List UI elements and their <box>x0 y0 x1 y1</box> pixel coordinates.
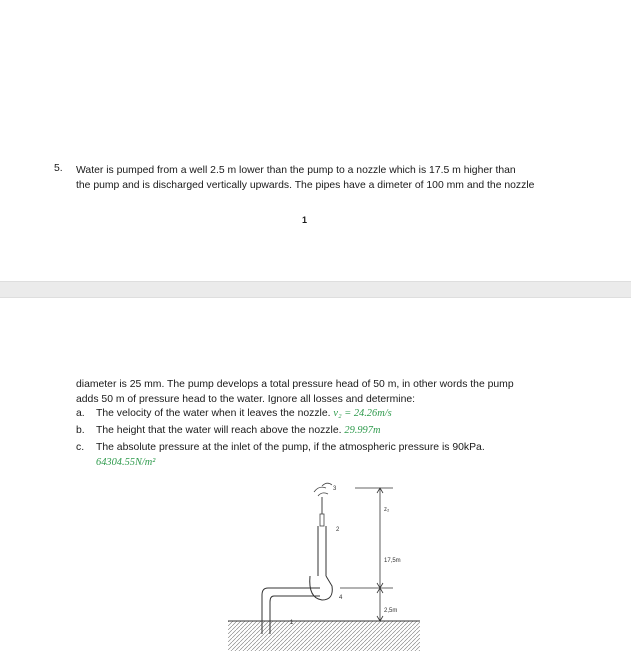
item-c-answer: 64304.55N/m² <box>96 457 156 468</box>
question-text-line-4: adds 50 m of pressure head to the water. Ignore all losses and determine: <box>76 394 416 405</box>
document-page-top <box>0 0 631 281</box>
page-number: 1 <box>302 215 308 225</box>
question-text-line-1: Water is pumped from a well 2.5 m lower than the pump to a nozzle which is 17.5 m higher than <box>76 165 516 176</box>
point-3-label: 3 <box>333 486 337 492</box>
page-separator <box>0 281 631 298</box>
item-a-answer: v₂ = 24.26m/s <box>333 408 392 419</box>
dimension-17-5m: 17,5m <box>384 558 401 564</box>
z2-label: z₂ <box>384 507 390 513</box>
question-number: 5. <box>54 163 63 174</box>
point-4-label: 4 <box>339 595 343 601</box>
item-b-label: b. <box>76 425 85 436</box>
pump-figure <box>0 298 631 671</box>
item-c-label: c. <box>76 442 85 453</box>
item-c-text: The absolute pressure at the inlet of the pump, if the atmospheric pressure is 90kPa. <box>96 442 485 453</box>
question-text-line-3: diameter is 25 mm. The pump develops a total pressure head of 50 m, in other words the pump <box>76 379 514 390</box>
delivery-pipe <box>318 526 326 576</box>
question-text-line-2: the pump and is discharged vertically upwards. The pipes have a dimeter of 100 mm and the nozzle <box>76 180 535 191</box>
item-a-text: The velocity of the water when it leaves the nozzle. <box>96 408 331 419</box>
item-b-answer: 29.997m <box>344 425 381 436</box>
jet-spray <box>314 483 332 496</box>
dimension-2-5m: 2,5m <box>384 608 398 614</box>
item-a-label: a. <box>76 408 85 419</box>
point-2-label: 2 <box>336 527 340 533</box>
ground-hatch <box>228 621 420 651</box>
nozzle <box>320 514 324 526</box>
point-1-label: 1 <box>290 620 294 626</box>
item-b-text: The height that the water will reach above the nozzle. <box>96 425 342 436</box>
document-page-bottom <box>0 298 631 671</box>
